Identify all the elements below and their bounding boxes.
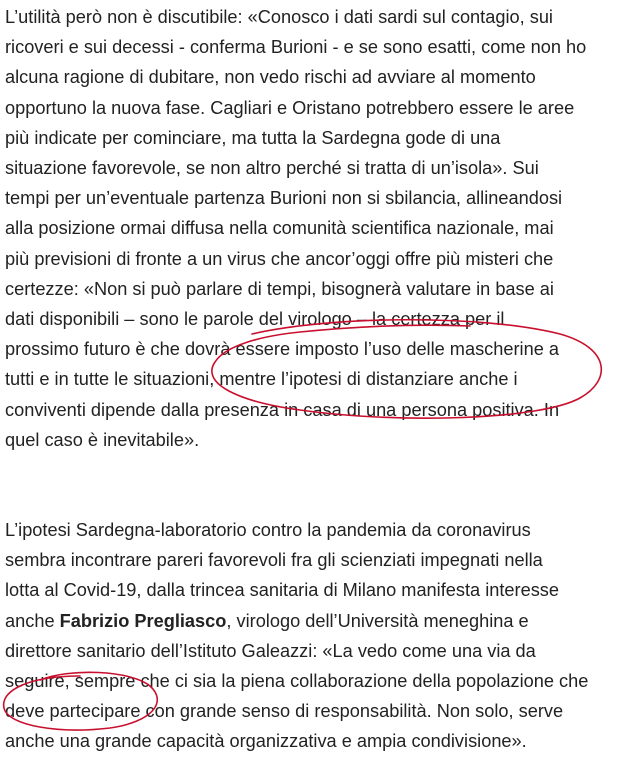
text-line: L’ipotesi Sardegna-laboratorio contro la pandemia da coronavirus — [5, 520, 531, 541]
text-line: anche una grande capacità organizzativa e ampia condivisione». — [5, 731, 527, 752]
text-line: lotta al Covid-19, dalla trincea sanitaria di Milano manifesta interesse — [5, 580, 559, 601]
text-segment: anche — [5, 610, 60, 631]
text-line: dati disponibili – sono le parole del virologo – la certezza per il — [5, 309, 505, 330]
text-segment: , virologo dell’Università meneghina e — [226, 610, 529, 631]
text-line: tutti e in tutte le situazioni, mentre l’ipotesi di distanziare anche i — [5, 369, 518, 390]
text-line: prossimo futuro è che dovrà essere imposto l’uso delle mascherine a — [5, 339, 559, 360]
text-line: tempi per un’eventuale partenza Burioni non si sbilancia, allineandosi — [5, 188, 563, 209]
text-line: opportuno la nuova fase. Cagliari e Oristano potrebbero essere le aree — [5, 97, 575, 118]
text-line: direttore sanitario dell’Istituto Galeazzi: «La vedo come una via da — [5, 640, 536, 661]
paragraph-spacer — [5, 455, 628, 515]
text-line: più indicate per cominciare, ma tutta la Sardegna gode di una — [5, 127, 501, 148]
text-line: L’utilità però non è discutibile: «Conosco i dati sardi sul contagio, sui — [5, 7, 553, 27]
text-line: ricoveri e sui decessi - conferma Burioni - e se sono esatti, come non ho — [5, 37, 587, 58]
paragraph-pregliasco-quote — [5, 515, 628, 757]
text-line: alcuna ragione di dubitare, non vedo rischi ad avviare al momento — [5, 67, 536, 88]
text-line: sembra incontrare pareri favorevoli fra gli scienziati impegnati nella — [5, 550, 543, 571]
text-line: più previsioni di fronte a un virus che ancor’oggi offre più misteri che — [5, 248, 554, 269]
person-name-bold: Fabrizio Pregliasco — [59, 610, 227, 631]
text-line — [5, 606, 628, 636]
text-line: quel caso è inevitabile». — [5, 429, 200, 450]
text-line: deve partecipare con grande senso di responsabilità. Non solo, serve — [5, 701, 564, 722]
text-line: certezze: «Non si può parlare di tempi, bisognerà valutare in base ai — [5, 278, 554, 299]
paragraph-burioni-quote — [5, 2, 628, 455]
text-line: seguire, sempre che ci sia la piena collaborazione della popolazione che — [5, 671, 589, 692]
text-line: alla posizione ormai diffusa nella comunità scientifica nazionale, mai — [5, 218, 554, 239]
text-line: situazione favorevole, se non altro perché si tratta di un’isola». Sui — [5, 158, 539, 179]
text-line: conviventi dipende dalla presenza in casa di una persona positiva. In — [5, 399, 560, 420]
